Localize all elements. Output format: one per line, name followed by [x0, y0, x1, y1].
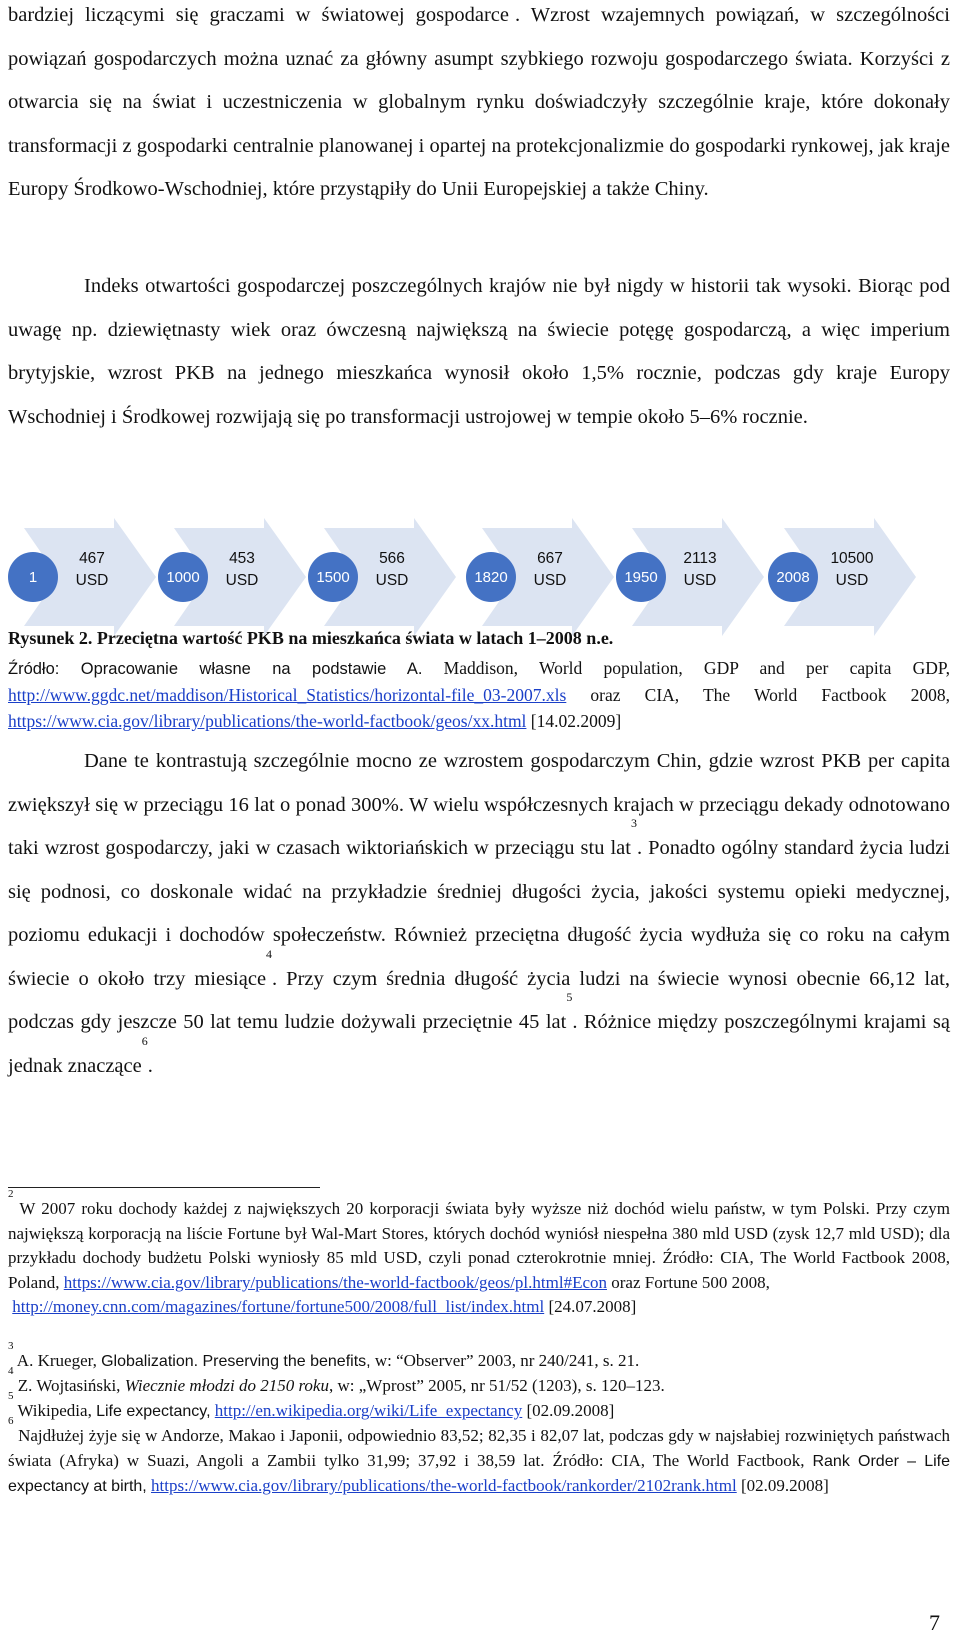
footnote-ref-6[interactable]: 6: [141, 1033, 148, 1048]
paragraph-text: bardziej liczącymi się graczami w światowej gospodarce: [8, 4, 509, 26]
footnote-5: $^5$ Wikipedia, Life expectancy, http://en.wikipedia.org/wiki/Life_expectancy [02.09.2008]: [8, 1390, 615, 1420]
gdp-value: 667 USD: [533, 550, 567, 589]
timeline-step: [308, 518, 458, 636]
footnote-ref-3[interactable]: 3: [630, 816, 637, 830]
footnote-link-fortune[interactable]: http://money.cnn.com/magazines/fortune/fortune500/2008/full_list/index.html: [12, 1297, 545, 1317]
page-number: 7: [929, 1610, 940, 1635]
year-circle: 1: [8, 552, 58, 602]
figure-source: Źródło: Opracowanie własne na podstawie A. Maddison, World population, GDP and per capita GDP, http://www.ggdc.net/maddison/Historical_Statistics/horizontal-file_03-2007.xls oraz CIA, The World Factbook 2008, https://www.cia.gov/library/publications/the-world-factbook/geos/xx.html [14.02.2009]: [8, 658, 951, 731]
year-circle: 2008: [768, 552, 818, 602]
footnote-separator: [8, 1187, 320, 1188]
paragraph-china-growth: Dane te kontrastują szczególnie mocno ze wzrostem gospodarczym Chin, gdzie wzrost PKB per capita zwiększył się w przeciągu 16 lat o ponad 300%. W wielu współczesnych krajach w przeciągu dekady odnotowano taki wzrost gospodarczy, jaki w czasach wiktoriańskich w przeciągu stu lat$^3$. Ponadto ogólny standard życia ludzi się podnosi, co doskonale widać na przykładzie średniej długości życia, jakości systemu opieki medycznej, poziomu edukacji i dochodów społeczeństw. Również przeciętna długość życia wydłuża się co roku na całym świecie o około trzy miesiące$^4$. Przy czym średnia długość życia ludzi na świecie wynosi obecnie 66,12 lat, podczas gdy jeszcze 50 lat temu ludzie dożywali przeciętnie 45 lat$^5$. Różnice między poszczególnymi krajami są jednak znaczące$^6$.: [8, 750, 951, 1077]
source-link-maddison[interactable]: http://www.ggdc.net/maddison/Historical_Statistics/horizontal-file_03-2007.xls: [8, 685, 567, 705]
year-circle: 1820: [466, 552, 516, 602]
paragraph-text: . Wzrost wzajemnych powiązań, w szczególności powiązań gospodarczych można uznać za główny asumpt szybkiego rozwoju gospodarczego świata. Korzyści z otwarcia się na świat i uczestniczenia w globalnym rynku doświadczyły szczególnie kraje, które dokonały transformacji z gospodarki centralnie planowanej i opartej na protekcjonalizmie do gospodarki rynkowej, jak kraje Europy Środkowo-Wschodniej, które przystąpiły do Unii Europejskiej a także Chiny.: [8, 4, 950, 200]
paragraph-intro: [8, 0, 950, 212]
footnote-4: $^4$ Z. Wojtasiński, Wiecznie młodzi do 2150 roku, w: „Wprost” 2005, nr 51/52 (1203), s. 120–123.: [8, 1365, 665, 1395]
footnote-2: $^2$ W 2007 roku dochody każdej z największych 20 korporacji świata były wyższe niż dochód wielu państw, w tym Polski. Przy czym największą korporacją na liście Fortune był Wal-Mart Stores, których dochód wyniósł niespełna 380 mld USD (zysk 12,7 mld USD); dla przykładu dochody budżetu Polski wyniosły 85 mld USD, czyli ponad czterokrotnie mniej. Źródło: CIA, The World Factbook 2008, Poland, https://www.cia.gov/library/publications/the-world-factbook/geos/pl.html#Econ oraz Fortune 500 2008, http://money.cnn.com/magazines/fortune/fortune500/2008/full_list/index.html [24.07.2008]: [8, 1188, 950, 1317]
gdp-value: 453 USD: [225, 550, 259, 589]
year-circle: 1000: [158, 552, 208, 602]
timeline-step: [8, 518, 158, 636]
timeline-step: [158, 518, 308, 636]
gdp-timeline-diagram: [8, 518, 950, 636]
gdp-value: 2113 USD: [683, 550, 717, 589]
gdp-value: 10500 USD: [830, 550, 874, 589]
year-circle: 1950: [616, 552, 666, 602]
footnote-3: $^3$ A. Krueger, Globalization. Preserving the benefits, w: “Observer” 2003, nr 240/241, s. 21.: [8, 1340, 640, 1370]
paragraph-openness-index: Indeks otwartości gospodarczej poszczególnych krajów nie był nigdy w historii tak wysoki. Biorąc pod uwagę np. dziewiętnasty wiek oraz ówczesną największą na świecie potęgę gospodarczą, a więc imperium brytyjskie, wzrost PKB na jednego mieszkańca wynosił około 1,5% rocznie, podczas gdy kraje Europy Wschodniej i Środkowej rozwijają się po transformacji ustrojowej w tempie około 5–6% rocznie.: [8, 275, 950, 428]
gdp-value: 467 USD: [75, 550, 109, 589]
timeline-step: [768, 518, 918, 636]
figure-caption: Rysunek 2. Przeciętna wartość PKB na mieszkańca świata w latach 1–2008 n.e.: [8, 628, 614, 648]
footnote-ref-5[interactable]: 5: [566, 990, 573, 1004]
gdp-value: 566 USD: [375, 550, 409, 589]
footnote-link-cia-poland[interactable]: https://www.cia.gov/library/publications/the-world-factbook/geos/pl.html#Econ: [63, 1272, 607, 1292]
footnote-link-cia-rankorder[interactable]: https://www.cia.gov/library/publications/the-world-factbook/rankorder/2102rank.html: [151, 1476, 737, 1496]
footnote-6: $^6$ Najdłużej żyje się w Andorze, Makao i Japonii, odpowiednio 83,52; 82,35 i 82,07 lat, podczas gdy w najsłabiej rozwiniętych państwach świata (Afryka) w Suazi, Angoli a Zambii tylko 31,99; 37,92 i 38,59 lat. Źródło: CIA, The World Factbook, Rank Order – Life expectancy at birth, https://www.cia.gov/library/publications/the-world-factbook/rankorder/2102rank.html [02.09.2008]: [8, 1415, 951, 1496]
source-link-cia[interactable]: https://www.cia.gov/library/publications/the-world-factbook/geos/xx.html: [8, 711, 527, 731]
timeline-step: [466, 518, 616, 636]
footnote-ref-4[interactable]: 4: [266, 946, 273, 961]
year-circle: 1500: [308, 552, 358, 602]
timeline-step: [616, 518, 766, 636]
footnote-link-wikipedia[interactable]: http://en.wikipedia.org/wiki/Life_expectancy: [214, 1401, 523, 1420]
